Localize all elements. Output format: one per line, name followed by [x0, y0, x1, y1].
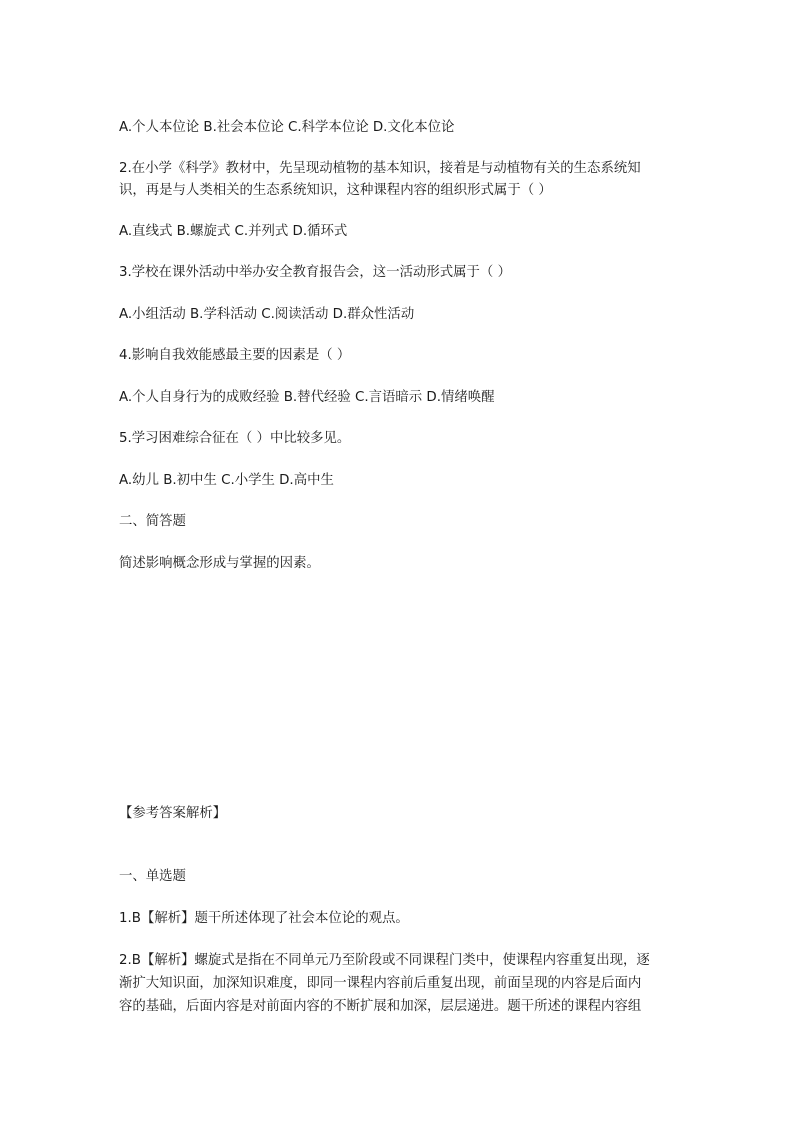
answer-2-line3: 容的基础，后面内容是对前面内容的不断扩展和加深，层层递进。题干所述的课程内容组: [119, 999, 642, 1014]
answers-section1-title: 一、单选题: [119, 869, 186, 884]
answer-1: 1.B【解析】题干所述体现了社会本位论的观点。: [119, 911, 409, 926]
q1-options: A.个人本位论 B.社会本位论 C.科学本位论 D.文化本位论: [119, 120, 455, 135]
answer-2-line1: 2.B【解析】螺旋式是指在不同单元乃至阶段或不同课程门类中，使课程内容重复出现，逐: [119, 953, 650, 968]
q5-stem: 5.学习困难综合征在（ ）中比较多见。: [119, 431, 351, 446]
answer-2-line2: 渐扩大知识面，加深知识难度，即同一课程内容前后重复出现，前面呈现的内容是后面内: [119, 976, 642, 991]
q4-options: A.个人自身行为的成败经验 B.替代经验 C.言语暗示 D.情绪唤醒: [119, 390, 495, 405]
q2-stem-line2: 识，再是与人类相关的生态系统知识，这种课程内容的组织形式属于（ ）: [119, 183, 552, 198]
q4-stem: 4.影响自我效能感最主要的因素是（ ）: [119, 348, 351, 363]
answers-title: 【参考答案解析】: [119, 806, 227, 821]
q3-options: A.小组活动 B.学科活动 C.阅读活动 D.群众性活动: [119, 307, 415, 322]
q5-options: A.幼儿 B.初中生 C.小学生 D.高中生: [119, 473, 334, 488]
section2-question: 简述影响概念形成与掌握的因素。: [119, 556, 320, 571]
q2-stem-line1: 2.在小学《科学》教材中，先呈现动植物的基本知识，接着是与动植物有关的生态系统知: [119, 161, 641, 176]
section2-title: 二、简答题: [119, 514, 186, 529]
q3-stem: 3.学校在课外活动中举办安全教育报告会，这一活动形式属于（ ）: [119, 265, 511, 280]
q2-options: A.直线式 B.螺旋式 C.并列式 D.循环式: [119, 224, 348, 239]
